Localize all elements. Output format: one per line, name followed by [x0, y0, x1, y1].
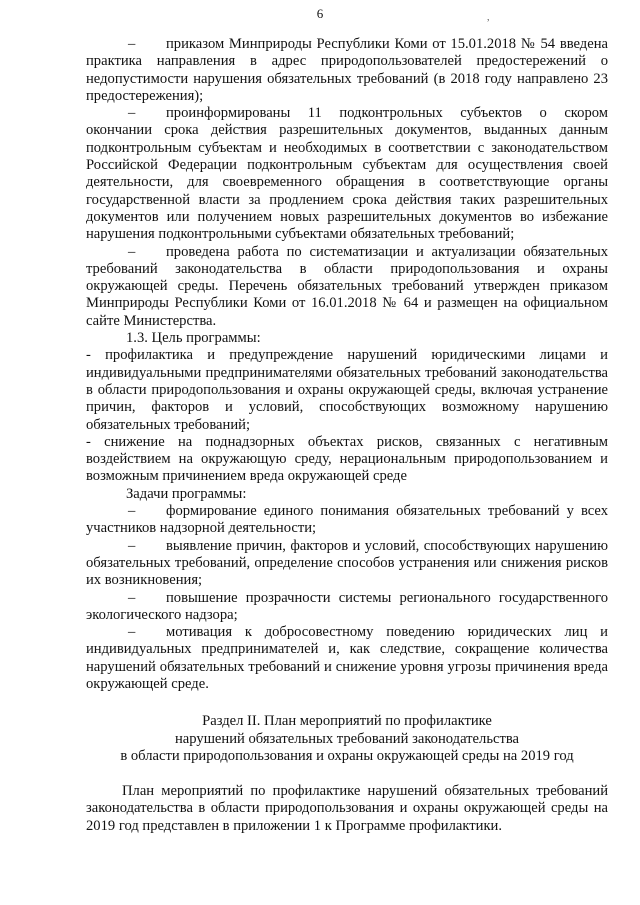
- plan-paragraph: План мероприятий по профилактике нарушений обязательных требований законодательства в области природопользования и охраны окружающей среды на 2019 год представлен в приложении 1 к Программе профилактики.: [86, 783, 608, 834]
- dash-mark: –: [128, 537, 136, 554]
- section-title-line-1: Раздел II. План мероприятий по профилактике: [202, 713, 492, 730]
- paragraph-dash-1: [86, 36, 608, 105]
- paragraph-text: проинформированы 11 подконтрольных субъектов о скором окончании срока действия разрешительных документов, выданных данным подконтрольным субъектам и необходимых в соответствии с законодательством Российской Федерации подконтрольным субъектам для осуществления своей деятельности, для своевременного обращения в соответствующие органы государственной власти за продлением срока действия таких разрешительных документов или получением новых разрешительных документов во избежание нарушения подконтрольными субъектами обязательных требований;: [86, 105, 608, 243]
- paragraph-text: проведена работа по систематизации и актуализации обязательных требований законодательства в области природопользования и охраны окружающей среды. Перечень обязательных требований утвержден приказом Минприроды Республики Коми от 16.01.2018 № 64 и размещен на официальном сайте Министерства.: [86, 243, 608, 329]
- task-item-1: [86, 503, 608, 538]
- task-item-3: [86, 590, 608, 625]
- paragraph-text: повышение прозрачности системы регионального государственного экологического надзора;: [86, 589, 608, 623]
- tasks-heading: Задачи программы:: [126, 485, 247, 502]
- section-title: [86, 713, 608, 765]
- dash-mark: –: [128, 243, 136, 260]
- section-title-line-2: нарушений обязательных требований законодательства: [175, 730, 519, 747]
- paragraph-text: выявление причин, факторов и условий, способствующих нарушению обязательных требований, определение способов устранения или снижения рисков их возникновения;: [86, 537, 608, 589]
- document-body: [86, 36, 608, 835]
- paragraph-dash-2: [86, 105, 608, 243]
- paragraph-text: формирование единого понимания обязательных требований у всех участников надзорной деятельности;: [86, 503, 608, 537]
- paragraph-dash-3: [86, 244, 608, 330]
- page-number: 6: [316, 6, 324, 21]
- dash-mark: –: [128, 503, 136, 520]
- goal-item-1: - профилактика и предупреждение нарушений юридическими лицами и индивидуальными предпринимателями обязательных требований законодательства в области природопользования и охраны окружающей среды, включая устранение причин, факторов и условий, способствующих возможному нарушению обязательных требований;: [86, 347, 608, 433]
- task-item-4: [86, 624, 608, 693]
- task-item-2: [86, 538, 608, 590]
- goal-item-2: - снижение на поднадзорных объектах рисков, связанных с негативным воздействием на окружающую среду, нерациональным природопользованием и возможным причинением вреда окружающей среде: [86, 433, 608, 485]
- stray-mark: ,: [487, 12, 490, 23]
- dash-mark: –: [128, 36, 136, 52]
- dash-mark: –: [128, 105, 136, 122]
- paragraph-text: приказом Минприроды Республики Коми от 15.01.2018 № 54 введена практика направления в адрес природопользователей предостережений о недопустимости нарушения обязательных требований (в 2018 году направлено 23 предостережения);: [86, 36, 608, 104]
- paragraph-text: мотивация к добросовестному поведению юридических лиц и индивидуальных предпринимателей и, как следствие, сокращение количества нарушений обязательных требований и снижение уровня угрозы причинения вреда окружающей среде.: [86, 624, 608, 692]
- section-title-line-3: в области природопользования и охраны окружающей среды на 2019 год: [120, 747, 574, 764]
- goal-heading: 1.3. Цель программы:: [126, 330, 261, 347]
- dash-mark: –: [128, 589, 136, 606]
- dash-mark: –: [128, 624, 136, 641]
